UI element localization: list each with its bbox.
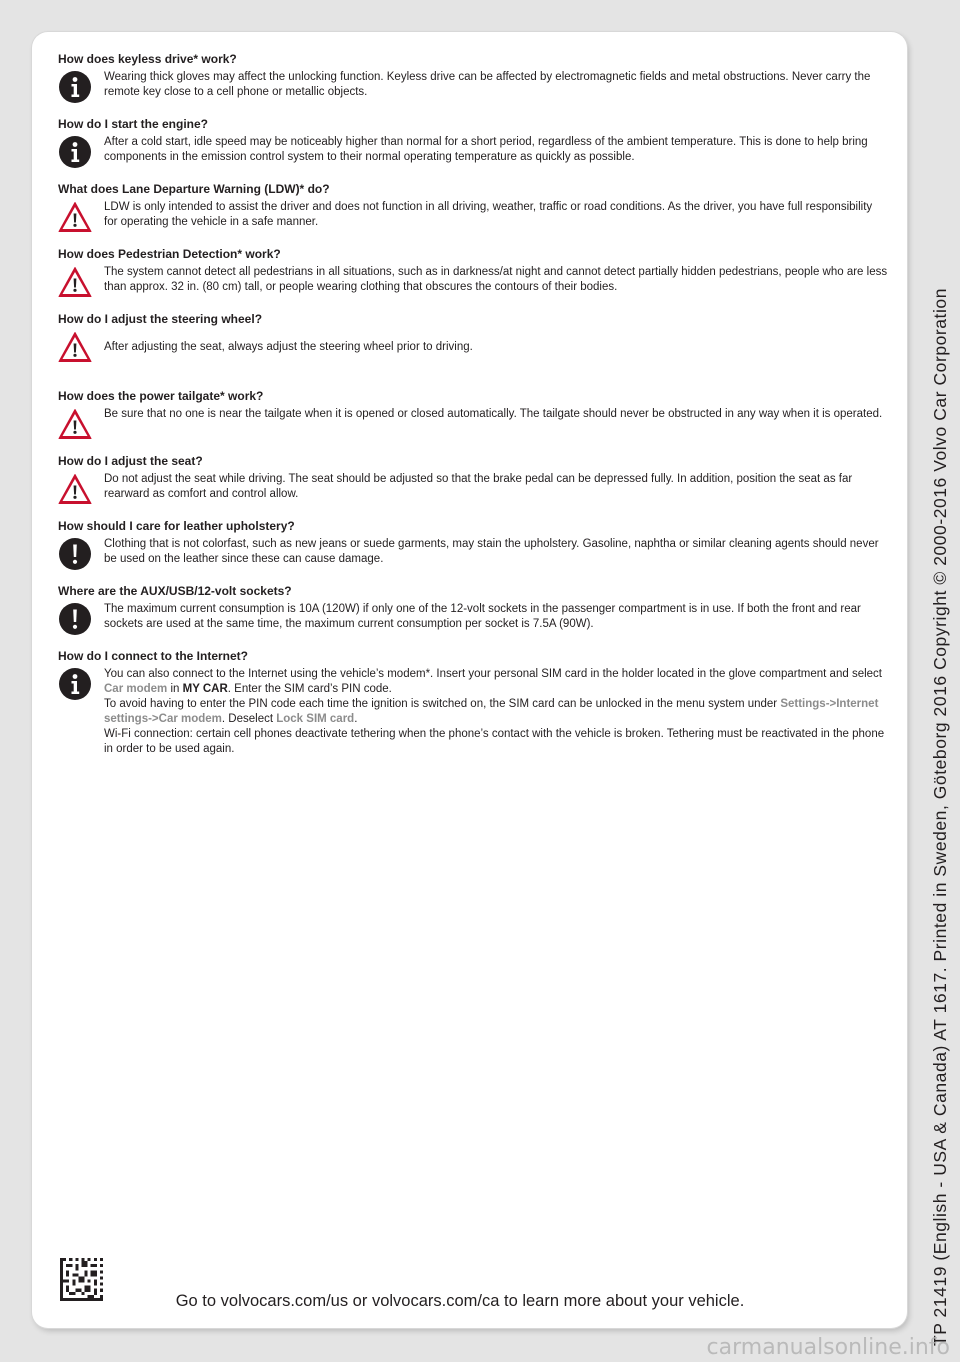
menu-path-car-modem: Car modem [104, 683, 168, 695]
text: . Deselect [221, 713, 277, 725]
warning-icon [58, 265, 92, 299]
footer-link-text: Go to volvocars.com/us or volvocars.com/ca to learn more about your vehicle. [175, 1292, 745, 1310]
caution-icon [58, 537, 92, 571]
faq-question: Where are the AUX/USB/12-volt sockets? [58, 584, 292, 598]
faq-item [58, 584, 888, 640]
caution-icon [58, 602, 92, 636]
warning-icon [58, 330, 92, 364]
faq-answer: Wi-Fi connection: certain cell phones deactivate tethering when the phone’s contact with the vehicle is broken. Tethering must be reactivated in the phone in order to be used again. [104, 728, 885, 755]
faq-answer: After a cold start, idle speed may be noticeably higher than normal for a short period, regardless of the ambient temperature. This is done to help bring components in the emission control system to their normal operating temperature as quickly as possible. [104, 136, 868, 163]
text: You can also connect to the Internet using the vehicle’s modem*. Insert your personal SIM card in the holder located in the glove compartment and select [104, 668, 882, 680]
faq-item [58, 519, 888, 575]
menu-my-car: MY CAR [182, 683, 228, 695]
text: in [167, 683, 183, 695]
warning-icon [58, 200, 92, 234]
faq-answer: LDW is only intended to assist the driver and does not function in all driving, weather, traffic or road conditions. As the driver, you have full responsibility for operating the vehicle in a safe manner. [104, 201, 873, 228]
faq-content [58, 52, 888, 766]
info-icon [58, 135, 92, 169]
faq-item [58, 182, 888, 238]
faq-item [58, 117, 888, 173]
warning-icon [58, 407, 92, 441]
faq-question: How do I connect to the Internet? [58, 649, 248, 663]
text: . Enter the SIM card’s PIN code. [227, 683, 392, 695]
warning-icon [58, 472, 92, 506]
faq-question: What does Lane Departure Warning (LDW)* do? [58, 182, 330, 196]
faq-question: How does Pedestrian Detection* work? [58, 247, 281, 261]
sidebar-copyright: TP 21419 (English - USA & Canada) AT 1617. Printed in Sweden, Göteborg 2016 Copyright © 2000-2016 Volvo Car Corporation [930, 288, 950, 1346]
watermark: carmanualsonline.info [706, 1335, 950, 1360]
faq-question: How do I start the engine? [58, 117, 209, 131]
faq-answer: Wearing thick gloves may affect the unlocking function. Keyless drive can be affected by electromagnetic fields and metal obstructions. Never carry the remote key close to a cell phone or metallic objects. [104, 71, 871, 98]
info-icon [58, 667, 92, 701]
faq-item [58, 52, 888, 108]
info-icon [58, 70, 92, 104]
faq-answer: Do not adjust the seat while driving. The seat should be adjusted so that the brake pedal can be depressed fully. In addition, position the seat as far rearward as comfort and control allow. [104, 473, 853, 500]
faq-item [58, 312, 888, 380]
faq-question: How do I adjust the seat? [58, 454, 203, 468]
faq-answer [104, 667, 888, 697]
faq-item [58, 389, 888, 445]
menu-lock-sim-card: Lock SIM card [276, 713, 355, 725]
faq-answer: The maximum current consumption is 10A (120W) if only one of the 12-volt sockets in the passenger compartment is in use. If both the front and rear sockets are used at the same time, the maximum current consumption per socket is 7.5A (90W). [104, 603, 861, 630]
faq-answer: After adjusting the seat, always adjust the steering wheel prior to driving. [104, 341, 473, 353]
faq-answer: The system cannot detect all pedestrians in all situations, such as in darkness/at night and cannot detect partially hidden pedestrians, people who are less than approx. 32 in. (80 cm) tall, or people wearing clothing that obscures the contours of their bodies. [104, 266, 888, 293]
faq-answer [104, 697, 888, 727]
text: To avoid having to enter the PIN code each time the ignition is switched on, the SIM card can be unlocked in the menu system under [104, 698, 781, 710]
text: . [354, 713, 358, 725]
faq-answer: Be sure that no one is near the tailgate when it is opened or closed automatically. The tailgate should never be obstructed in any way when it is operated. [104, 408, 883, 420]
faq-question: How do I adjust the steering wheel? [58, 312, 263, 326]
faq-question: How should I care for leather upholstery? [58, 519, 295, 533]
faq-item [58, 247, 888, 303]
faq-question: How does keyless drive* work? [58, 52, 237, 66]
faq-item-internet [58, 649, 888, 757]
faq-answer: Clothing that is not colorfast, such as new jeans or suede garments, may stain the upholstery. Gasoline, naphtha or similar cleaning agents should never be used on the leather since these can cause damage. [104, 538, 879, 565]
faq-question: How does the power tailgate* work? [58, 389, 264, 403]
menu-path-settings: Settings->Internet settings->Car modem [104, 698, 879, 725]
faq-item [58, 454, 888, 510]
